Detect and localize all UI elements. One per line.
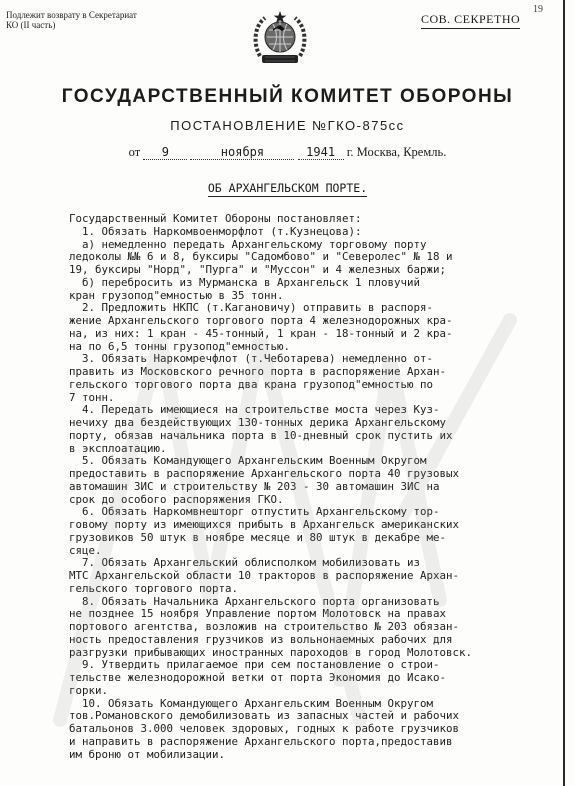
document-line: на, из них: 1 кран - 45-тонный, 1 кран - 18-тонный и 2 кра-	[69, 326, 453, 340]
document-title-text: ОБ АРХАНГЕЛЬСКОМ ПОРТЕ.	[207, 181, 368, 195]
document-line: кран грузопод"емностью в 35 тонн.	[69, 288, 284, 302]
document-line: 2. Предложить НКПС (т.Кагановичу) отправить в распоря-	[69, 301, 434, 315]
document-line: править из Московского речного порта в распоряжение Архан-	[69, 365, 447, 378]
document-line: разгрузки прибывающих иностранных пароходов в город Молотовск.	[69, 645, 473, 659]
document-line: порту, обязав начальника порта в 10-дневный срок пустить их	[69, 428, 453, 442]
document-line: нечиху два бездействующих 130-тонных дерика Архангельскому	[69, 416, 447, 429]
document-line: а) немедленно передать Архангельскому торговому порту	[69, 237, 427, 251]
date-line	[0, 145, 575, 160]
document-line: и направить в распоряжение Архангельского порта,предоставив	[69, 734, 453, 748]
document-line: батальонов 3.000 человек здоровых, годных к работе грузчиков	[69, 722, 460, 735]
document-line: срок до особого распоряжения ГКО.	[69, 492, 284, 506]
document-body	[69, 213, 559, 761]
archive-note-line: Подлежит возврату в Секретариат	[6, 10, 137, 20]
document-line: 19, буксиры "Норд", "Пурга" и "Муссон" и 4 железных баржи;	[69, 263, 447, 276]
document-line: гельского торгового порта.	[69, 581, 239, 595]
document-line: не позднее 15 ноября Управление портом Молотовск на правах	[69, 607, 447, 621]
date-year: 1941	[298, 145, 344, 160]
archive-note	[6, 10, 137, 30]
document-line: 9. Утвердить прилагаемое при сем постановление о строи-	[69, 658, 440, 672]
date-prefix: от	[128, 145, 141, 159]
document-line: 6. Обязать Наркомвнешторг отпустить Архангельскому тор-	[69, 505, 440, 519]
ussr-emblem-icon	[251, 10, 309, 68]
document-title	[0, 181, 575, 195]
document-line: 5. Обязать Командующего Архангельским Военным Округом	[69, 454, 427, 468]
document-line: 7. Обязать Архангельский облисполком мобилизовать из	[69, 556, 421, 570]
document-line: предоставить в распоряжение Архангельского порта 40 грузовых	[69, 467, 460, 480]
document-line: жение Архангельского торгового порта 4 железнодорожных кра-	[69, 314, 453, 327]
document-line: 3. Обязать Наркомречфлот (т.Чеботарева) немедленно от-	[69, 352, 434, 366]
decree-number: ПОСТАНОВЛЕНИЕ №ГКО-875сс	[170, 118, 405, 133]
document-line: 4. Передать имеющиеся на строительстве моста через Куз-	[69, 403, 440, 417]
document-line: тельстве железнодорожной ветки от порта Экономия до Исако-	[69, 671, 447, 684]
document-line: тов.Романовского демобилизовать из запасных частей и рабочих	[69, 709, 460, 723]
document-line: грузовиков 50 штук в ноябре месяце и 80 штук в декабре ме-	[69, 530, 447, 544]
document-line: им броню от мобилизации.	[69, 747, 226, 761]
document-line: автомашин ЗИС и строительству № 203 - 30 автомашин ЗИС на	[69, 479, 440, 493]
document-line: в эксплоатацию.	[69, 441, 167, 455]
document-line: портового агентства, возложив на строительство № 203 обязан-	[69, 620, 460, 633]
classification-mark: СОВ. СЕКРЕТНО	[421, 12, 520, 29]
document-line: 10. Обязать Командующего Архангельским Военным Округом	[69, 696, 434, 710]
document-line: МТС Архангельской области 10 тракторов в распоряжение Архан-	[69, 569, 460, 582]
organization-name: ГОСУДАРСТВЕННЫЙ КОМИТЕТ ОБОРОНЫ	[61, 86, 514, 107]
document-line: горки.	[69, 683, 109, 697]
date-month: ноября	[190, 145, 294, 160]
document-line: говому порту из имеющихся прибыть в Архангельск американских	[69, 518, 460, 531]
document-line: 7 тонн.	[69, 390, 115, 404]
document-line: Государственный Комитет Обороны постановляет:	[69, 212, 362, 225]
document-line: ледоколы №№ 6 и 8, буксиры "Садомбово" и "Северолес" № 18 и	[69, 250, 453, 264]
document-line: 8. Обязать Начальника Архангельского порта организовать	[69, 594, 440, 608]
document-line: 1. Обязать Наркомвоенморфлот (т.Кузнецова):	[69, 224, 362, 238]
document-line: ность предоставления грузчиков из вольнонаемных рабочих для	[69, 632, 453, 646]
document-line: на по 6,5 тонны грузопод"емностью.	[69, 339, 291, 353]
document-line: сяце.	[69, 543, 102, 557]
document-line: б) перебросить из Мурманска в Архангельск 1 пловучий	[69, 275, 421, 289]
page-number-mark: 19	[533, 4, 543, 15]
date-day: 9	[143, 145, 187, 160]
document-line: гельского торгового порта два крана грузопод"емностью по	[69, 377, 434, 391]
archive-note-line: КО (II часть)	[6, 20, 56, 30]
date-place: г. Москва, Кремль.	[346, 145, 447, 159]
